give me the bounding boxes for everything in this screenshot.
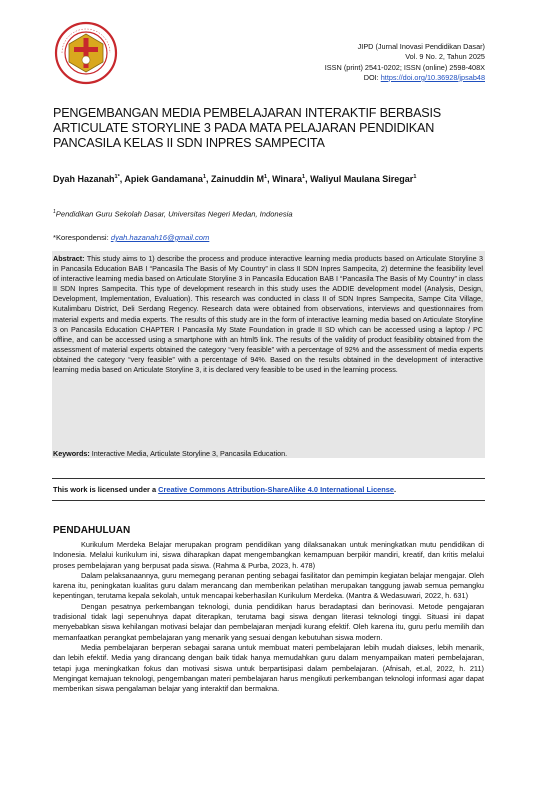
doi-label: DOI:	[363, 72, 381, 82]
license-prefix: This work is licensed under a	[53, 485, 159, 494]
keywords-text: Interactive Media, Articulate Storyline 3, Pancasila Education.	[89, 449, 288, 458]
paragraph: Dalam pelaksanaannya, guru memegang peranan penting sebagai fasilitator dan pemimpin kegiatan belajar mengajar. Oleh karena itu, peningkatan kualitas guru dalam merancang dan memberikan pelatihan merupakan tanggung jawab semua pemangku kepentingan, terutama kepala sekolah, untuk mencapai keberhasilan Kurikulum Merdeka. (Mantra & Wedasuwari, 2022, h. 631)	[53, 570, 484, 601]
license-link[interactable]: Creative Commons Attribution-ShareAlike 4.0 International License	[158, 485, 395, 494]
author-sup: 1	[264, 174, 268, 180]
abstract-text: This study aims to 1) describe the process and produce interactive learning media products based on Articulate Storyline 3 in Pancasila Education BAB I “Pancasila The Basis of My Country” in class II SDN Inpres Sampecita, 2) determine the feasibility level of interactive learning media based on Articulate Storyline 3 in Pancasila Education BAB I “Pancasila The Basis of My Country” in class II SDN Inpres Sampecita. This type of development research in this study uses the ADDIE development model (Analysis, Design, Development, Implementation, Evaluation). This research was conducted in class II of SDN Inpres Sampecita, Sampe Cita Village, Kutalimbaru District, Deli Serdang Regency. Research data were obtained from observations, interviews and questionnaires from material experts and media experts. The results of this study are in the form of interactive learning media based on Articulate Storyline 3 on Pancasila Education CHAPTER I Pancasila My State Foundation in grade II SD which can be accessed using a laptop / PC offline, and can be accessed using a smartphone with an html5 link. The results of the validity of product feasibility obtained from the assessment of material experts obtained the category “very feasible” with a percentage of 92% and the assessment of media experts obtained the category “very feasible” with a percentage of 94%. Based on the results obtained in the development of interactive learning media based on Articulate Storyline 3, it is declared very feasible to be used in the learning process.	[53, 254, 483, 375]
affiliation-sup: 1	[53, 209, 56, 215]
abstract	[53, 254, 483, 375]
author-sup: 1	[302, 174, 306, 180]
journal-header	[325, 42, 485, 83]
author-name: Winara	[272, 174, 303, 184]
paragraph: Kurikulum Merdeka Belajar merupakan program pendidikan yang dilaksanakan untuk meningkatkan mutu pendidikan di Indonesia. Melalui kurikulum ini, siswa diharapkan dapat mengembangkan kemampuan berpikir mandiri, kreatif, dan kritis melalui proses pembelajaran yang berpusat pada siswa. (Rahma & Purba, 2023, h. 478)	[53, 540, 484, 570]
license-divider-bottom	[52, 500, 485, 501]
license-divider-top	[52, 478, 485, 479]
author-sup: 1*	[114, 174, 120, 180]
university-logo	[54, 20, 118, 86]
paragraph: Media pembelajaran berperan sebagai sarana untuk membuat materi pembelajaran lebih mudah diakses, lebih menarik, dan lebih efektif. Media yang dirancang dengan baik tidak hanya memudahkan guru dalam menyampaikan materi pembelajaran, tetapi juga meningkatkan fokus dan motivasi siswa untuk berpartisipasi dalam pembelajaran. (Afnisah, et.al, 2022, h. 211) Mengingat kemajuan teknologi, pengembangan materi pembelajaran harus mengikuti perkembangan teknologi informasi agar dapat memberikan siswa pengalaman belajar yang interaktif dan bermakna.	[53, 642, 484, 694]
body-text	[53, 540, 484, 694]
author-name: Waliyul Maulana Siregar	[310, 174, 414, 184]
journal-name: JIPD (Jurnal Inovasi Pendidikan Dasar)	[357, 42, 485, 51]
correspondence	[53, 233, 209, 242]
abstract-label: Abstract:	[53, 254, 85, 263]
license-notice	[53, 485, 396, 494]
doi-link[interactable]: https://doi.org/10.36928/jpsab48	[380, 72, 485, 82]
paragraph: Dengan pesatnya perkembangan teknologi, dunia pendidikan harus beradaptasi dan berinovasi. Metode pengajaran tradisional tidak lagi sepenuhnya dapat diterapkan, terutama bagi siswa dengan literasi teknologi tinggi. Situasi ini dapat menyebabkan siswa kehilangan motivasi belajar dan pembelajaran menjadi kurang efektif. Oleh karena itu, guru perlu memilih dan memanfaatkan perangkat pembelajaran yang menarik yang sesuai dengan kebutuhan siswa modern.	[53, 601, 484, 642]
correspondence-email-link[interactable]: dyah.hazanah16@gmail.com	[110, 233, 210, 242]
journal-doi	[325, 73, 485, 83]
section-heading: PENDAHULUAN	[53, 525, 131, 536]
author-list: Dyah Hazanah$^{1*}$, Apiek Gandamana$^1$, Zainuddin $M^1$, Winara$^1$, Waliyul Maulana Siregar$^1$	[53, 174, 417, 184]
author-sup: 1	[413, 174, 417, 180]
author-sup: 1	[202, 174, 206, 180]
author-name: Apiek Gandamana	[124, 174, 203, 184]
keywords-label: Keywords:	[53, 449, 90, 458]
correspondence-label: *Korespondensi:	[53, 233, 111, 242]
keywords	[53, 449, 287, 458]
author-name: Dyah Hazanah	[53, 174, 115, 184]
author-name: Zainuddin M	[211, 174, 265, 184]
article-title: PENGEMBANGAN MEDIA PEMBELAJARAN INTERAKTIF BERBASIS ARTICULATE STORYLINE 3 PADA MATA PELAJARAN PENDIDIKAN PANCASILA KELAS II SDN INPRES SAMPECITA	[53, 106, 441, 151]
affiliation	[53, 209, 293, 219]
journal-volume: Vol. 9 No. 2, Tahun 2025	[405, 52, 485, 62]
journal-issn: ISSN (print) 2541-0202; ISSN (online) 2598-408X	[324, 62, 485, 72]
affiliation-text: Pendidikan Guru Sekolah Dasar, Universitas Negeri Medan, Indonesia	[55, 209, 293, 219]
license-suffix: .	[394, 485, 397, 494]
